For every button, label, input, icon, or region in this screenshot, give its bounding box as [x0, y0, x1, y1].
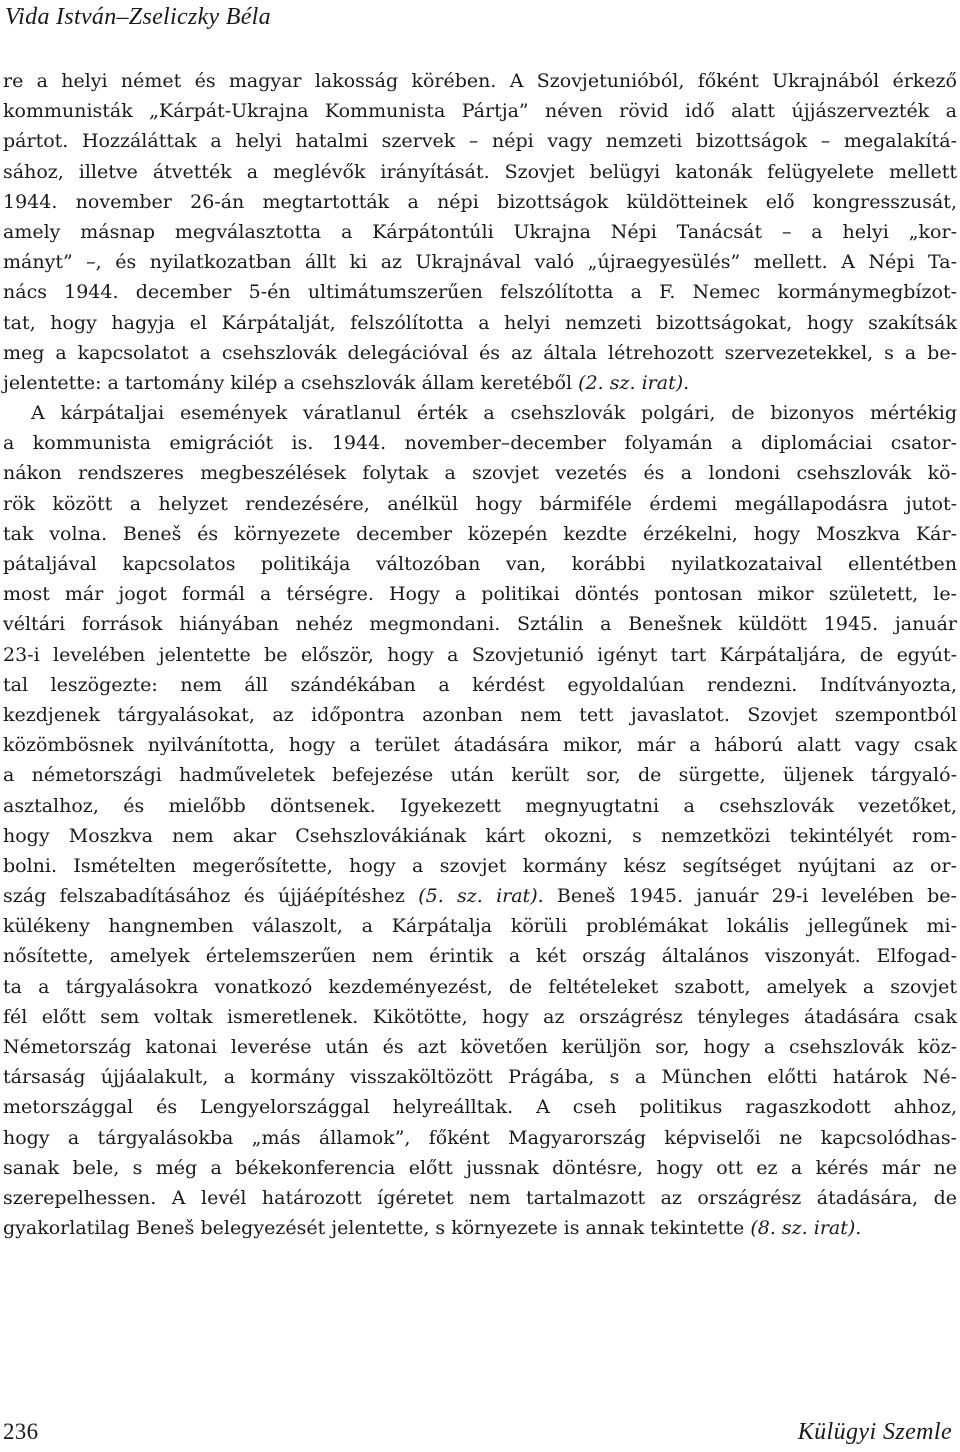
- text-line: sához, illetve átvették a meglévők irányítását. Szovjet belügyi katonák felügyelete mellett: [3, 160, 957, 183]
- text-line: nákon rendszeres megbeszélések folytak a szovjet vezetés és a londoni csehszlovák kö-: [3, 462, 957, 485]
- text-line: véltári források hiányában nehéz megmondani. Sztálin a Benešnek küldött 1945. január: [3, 613, 957, 636]
- text-line: a németországi hadműveletek befejezése után került sor, de sürgette, üljenek tárgyaló-: [3, 764, 957, 787]
- text-line: mányt” –, és nyilatkozatban állt ki az Ukrajnával való „újraegyesülés” mellett. A Népi Ta-: [3, 251, 957, 274]
- text-line: most már jogot formál a térségre. Hogy a politikai döntés pontosan mikor született, le-: [3, 583, 957, 606]
- text-line: nács 1944. december 5-én ultimátumszerűen felszólította a F. Nemec kormánymegbízot-: [3, 281, 957, 304]
- text-line: tal leszögezte: nem áll szándékában a kérdést egyoldalúan rendezni. Indítványozta,: [3, 673, 957, 696]
- text-line: hogy Moszkva nem akar Csehszlovákiának kárt okozni, s nemzetközi tekintélyét rom-: [3, 824, 957, 847]
- text-line: jelentette: a tartomány kilép a csehszlovák állam keretéből (2. sz. irat).: [3, 371, 690, 394]
- text-line: társaság újjáalakult, a kormány visszaköltözött Prágába, s a München előtti határok Né-: [3, 1066, 957, 1089]
- text-line: pátaljával kapcsolatos politikája változóban van, korábbi nyilatkozataival ellentétben: [3, 553, 957, 575]
- text-line: szerepelhessen. A levél határozott ígéretet nem tartalmazott az országrész átadására, de: [3, 1186, 957, 1209]
- text-line: sanak bele, s még a békekonferencia előtt jussnak döntésre, hogy ott ez a kérés már ne: [3, 1156, 957, 1179]
- article-body: [3, 66, 957, 1243]
- text-line: nősítette, amelyek értelemszerűen nem érintik a két ország általános viszonyát. Elfogad-: [3, 945, 957, 968]
- text-line: meg a kapcsolatot a csehszlovák delegációval és az általa létrehozott szervezetekkel, s a be-: [3, 341, 957, 364]
- text-line: 1944. november 26-án megtartották a népi bizottságok küldötteinek elő kongresszusát,: [3, 190, 957, 213]
- page-number: 236: [3, 1419, 39, 1444]
- text-line: tak volna. Beneš és környezete december közepén kezdte érzékelni, hogy Moszkva Kár-: [3, 522, 957, 545]
- text-line: rök között a helyzet rendezésére, anélkül hogy bármiféle érdemi megállapodásra jutot-: [3, 492, 957, 515]
- text-line: bolni. Ismételten megerősítette, hogy a szovjet kormány kész segítséget nyújtani az or-: [3, 854, 957, 877]
- text-line: közömbösnek nyilvánította, hogy a terület átadására mikor, már a háború alatt vagy csak: [3, 734, 957, 757]
- text-line: fél előtt sem voltak ismeretlenek. Kikötötte, hogy az országrész tényleges átadására csak: [3, 1005, 957, 1028]
- text-line: Németország katonai leverése után és azt követően kerüljön sor, hogy a csehszlovák köz-: [3, 1036, 957, 1058]
- text-line: kommunisták „Kárpát-Ukrajna Kommunista Pártja” néven rövid idő alatt újjászervezték a: [3, 100, 957, 123]
- text-line: amely másnap megválasztotta a Kárpátontúli Ukrajna Népi Tanácsát – a helyi „kor-: [3, 220, 957, 243]
- text-line: a kommunista emigrációt is. 1944. november–december folyamán a diplomáciai csator-: [3, 432, 957, 455]
- text-line: ta a tárgyalásokra vonatkozó kezdeményezést, de feltételeket szabott, amelyek a szovjet: [3, 975, 957, 998]
- text-line: 23-i levelében jelentette be először, hogy a Szovjetunió igényt tart Kárpátaljára, de egyút-: [3, 643, 957, 666]
- running-head: Vida István–Zseliczky Béla: [5, 4, 271, 30]
- text-line: metországgal és Lengyelországgal helyreálltak. A cseh politikus ragaszkodott ahhoz,: [3, 1096, 957, 1119]
- text-line: külékeny hangnemben válaszolt, a Kárpátalja körüli problémákat lokális jellegűnek mi-: [3, 915, 957, 938]
- text-line: kezdjenek tárgyalásokat, az időpontra azonban nem tett javaslatot. Szovjet szempontból: [3, 703, 957, 726]
- text-line: gyakorlatilag Beneš belegyezését jelentette, s környezete is annak tekintette (8. sz. irat).: [3, 1217, 862, 1240]
- text-line: tat, hogy hagyja el Kárpátalját, felszólította a helyi nemzeti bizottságokat, hogy szakítsák: [3, 311, 957, 334]
- text-line: pártot. Hozzáláttak a helyi hatalmi szervek – népi vagy nemzeti bizottságok – megalakítá-: [3, 130, 957, 153]
- text-line: szág felszabadításához és újjáépítéshez (5. sz. irat). Beneš 1945. január 29-i levelében be-: [3, 885, 957, 908]
- journal-name: Külügyi Szemle: [797, 1419, 952, 1445]
- text-line: A kárpátaljai események váratlanul érték a csehszlovák polgári, de bizonyos mértékig: [31, 402, 957, 425]
- text-line: asztalhoz, és mielőbb döntsenek. Igyekezett megnyugtatni a csehszlovák vezetőket,: [3, 794, 957, 817]
- text-line: hogy a tárgyalásokba „más államok”, főként Magyarország képviselői ne kapcsolódhas-: [3, 1126, 957, 1149]
- text-line: re a helyi német és magyar lakosság körében. A Szovjetunióból, főként Ukrajnából érkező: [3, 70, 957, 92]
